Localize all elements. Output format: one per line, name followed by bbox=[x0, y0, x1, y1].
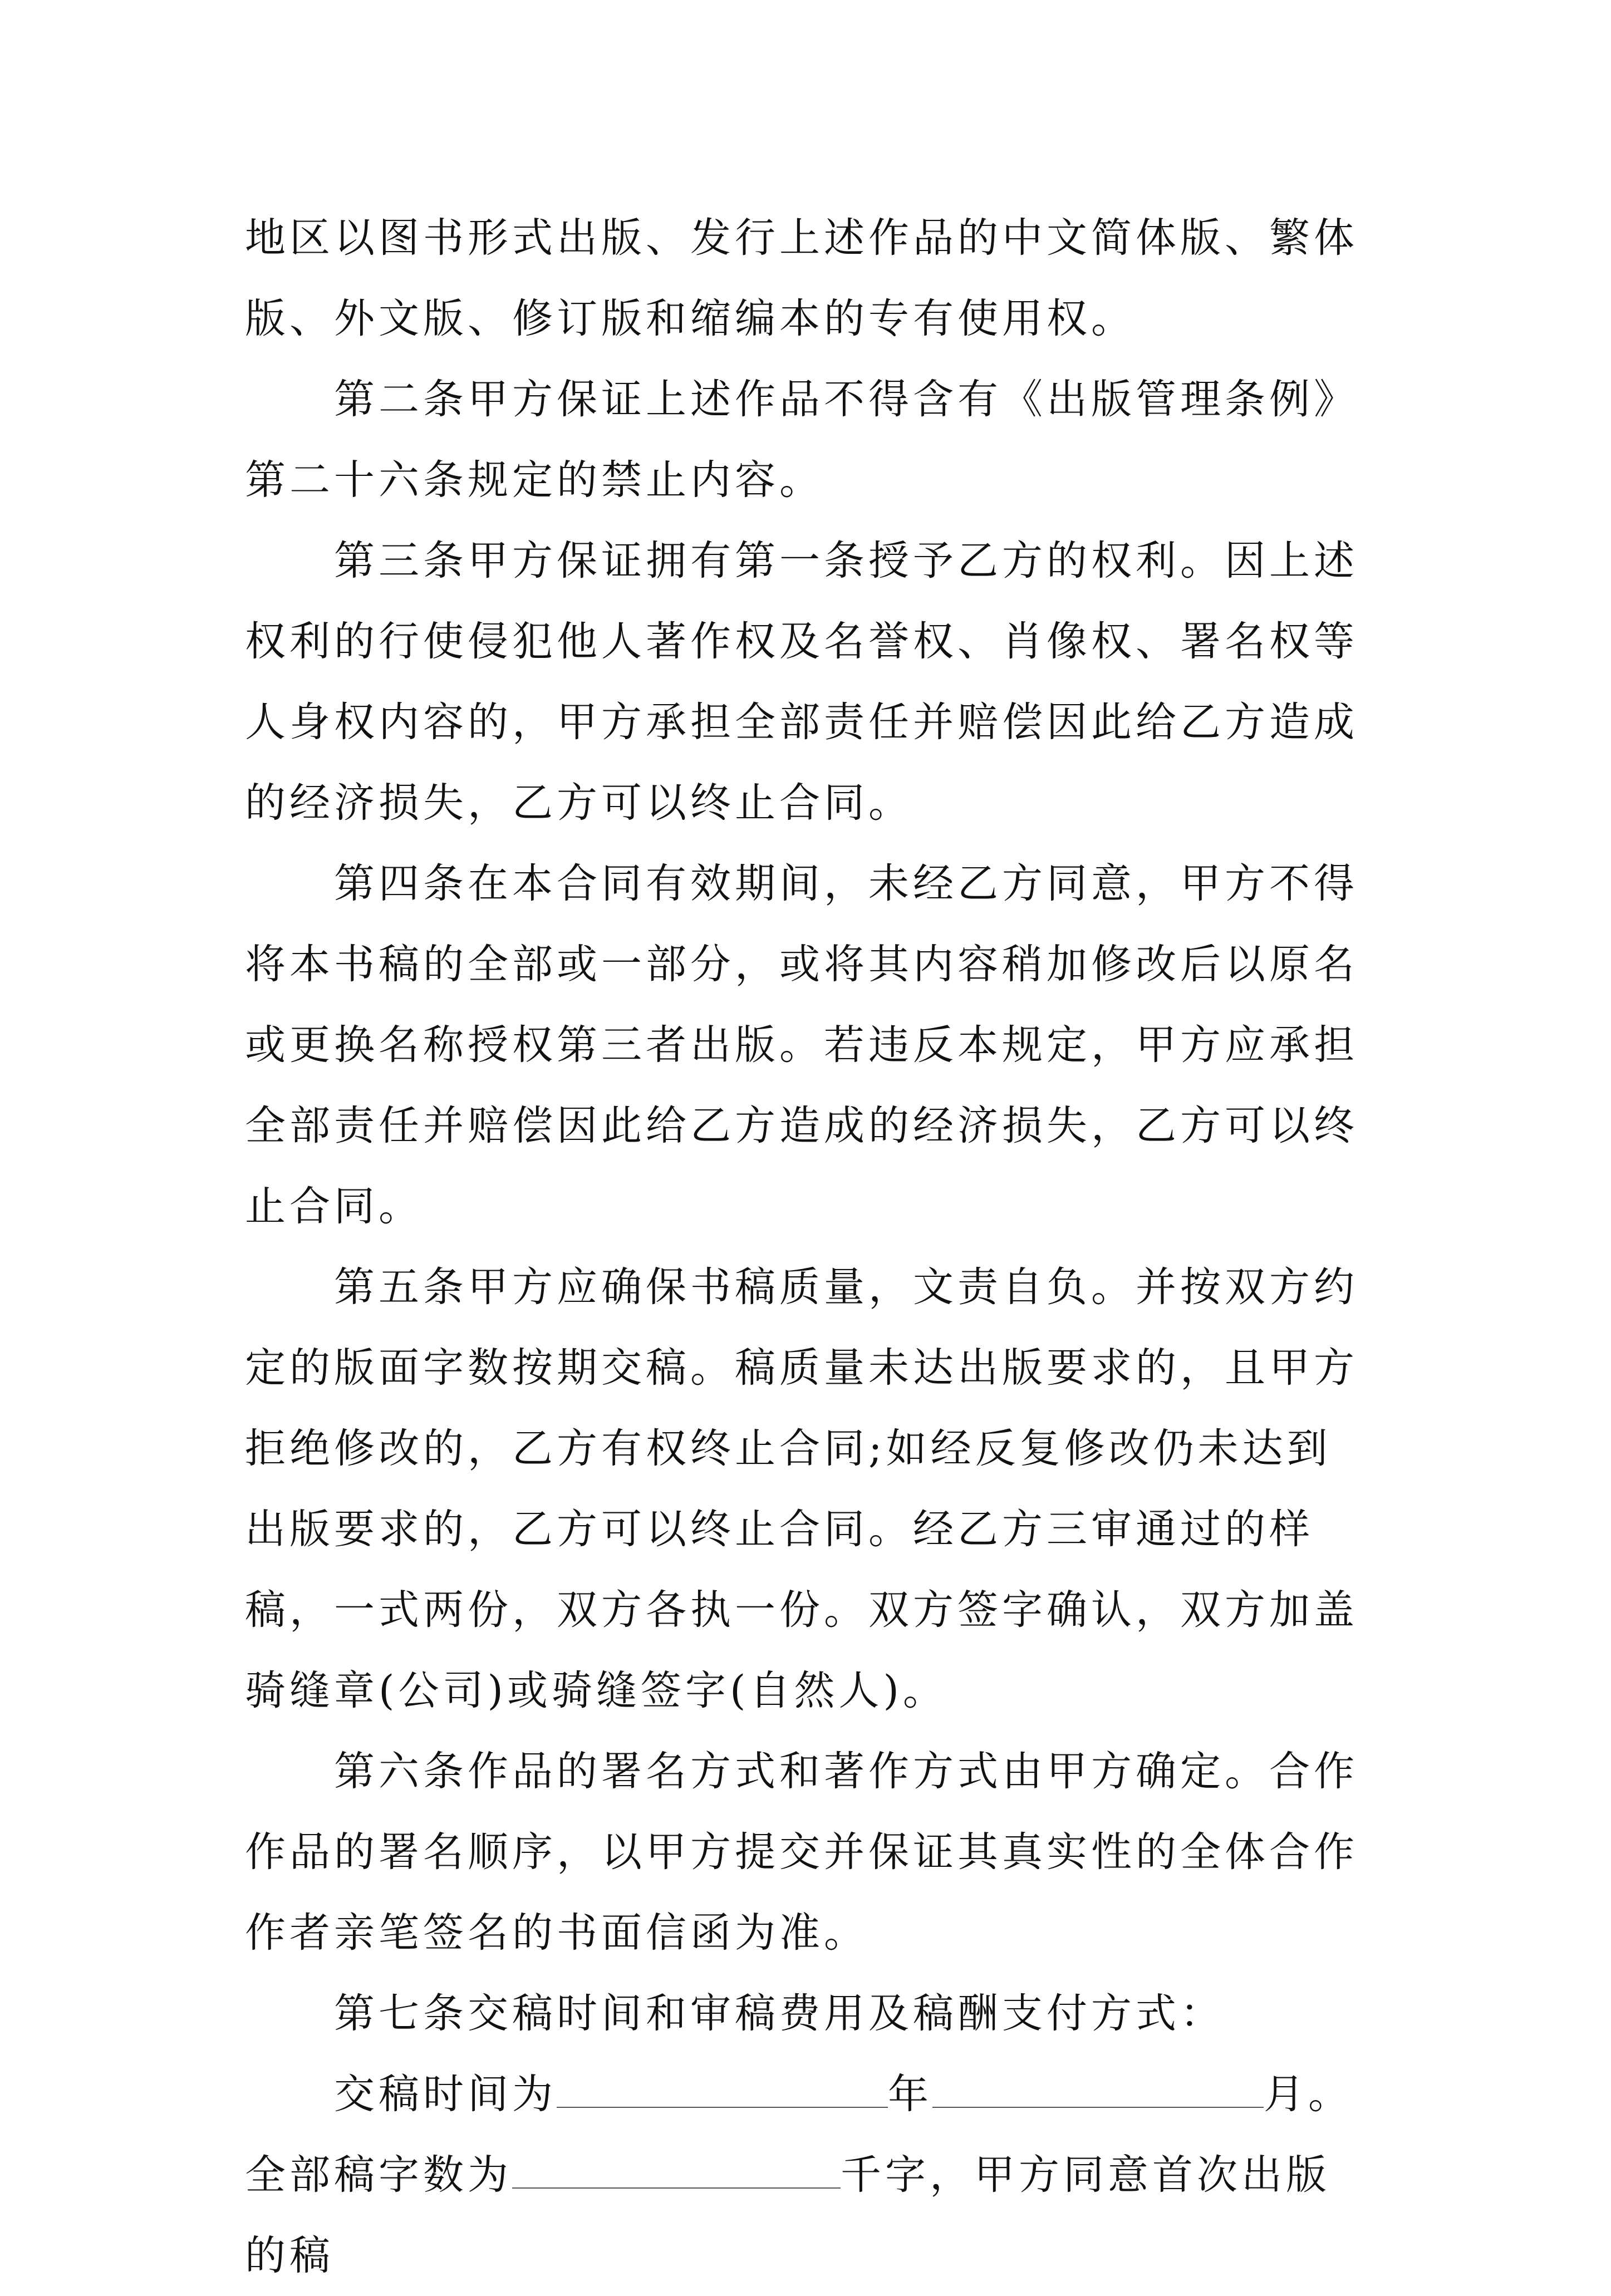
thousand-words-label: 千字，甲方同意首次出版的稿 bbox=[245, 2151, 1330, 2279]
paragraph-article-5: 第五条甲方应确保书稿质量，文责自负。并按双方约定的版面字数按期交稿。稿质量未达出版要求的，且甲方拒绝修改的，乙方有权终止合同;如经反复修改仍未达到出版要求的，乙方可以终止合同。经乙方三审通过的样稿，一式两份，双方各执一份。双方签字确认，双方加盖骑缝章(公司)或骑缝签字(自然人)。 bbox=[245, 1263, 1358, 1714]
paragraph-continuation: 地区以图书形式出版、发行上述作品的中文简体版、繁体版、外文版、修订版和缩编本的专有使用权。 bbox=[245, 214, 1358, 342]
year-label: 年 bbox=[888, 2071, 932, 2118]
year-blank-field bbox=[557, 2068, 888, 2108]
paragraph-article-2: 第二条甲方保证上述作品不得含有《出版管理条例》第二十六条规定的禁止内容。 bbox=[245, 376, 1358, 504]
wordcount-blank-field bbox=[512, 2148, 841, 2189]
delivery-time-label: 交稿时间为 bbox=[334, 2071, 557, 2118]
month-and-wordcount-label: 月。全部稿字数为 bbox=[245, 2071, 1353, 2199]
paragraph-article-7: 第七条交稿时间和审稿费用及稿酬支付方式： bbox=[334, 1990, 1225, 2037]
paragraph-article-3: 第三条甲方保证拥有第一条授予乙方的权利。因上述权利的行使侵犯他人著作权及名誉权、肖像权、署名权等人身权内容的，甲方承担全部责任并赔偿因此给乙方造成的经济损失，乙方可以终止合同。 bbox=[245, 537, 1358, 827]
month-blank-field bbox=[932, 2068, 1264, 2108]
paragraph-article-4: 第四条在本合同有效期间，未经乙方同意，甲方不得将本书稿的全部或一部分，或将其内容稍加修改后以原名或更换名称授权第三者出版。若违反本规定，甲方应承担全部责任并赔偿因此给乙方造成的经济损失，乙方可以终止合同。 bbox=[245, 860, 1358, 1230]
paragraph-delivery-terms bbox=[245, 2054, 1369, 2296]
contract-body bbox=[245, 198, 1369, 2296]
paragraph-article-6: 第六条作品的署名方式和著作方式由甲方确定。合作作品的署名顺序，以甲方提交并保证其真实性的全体合作作者亲笔签名的书面信函为准。 bbox=[245, 1748, 1358, 1956]
